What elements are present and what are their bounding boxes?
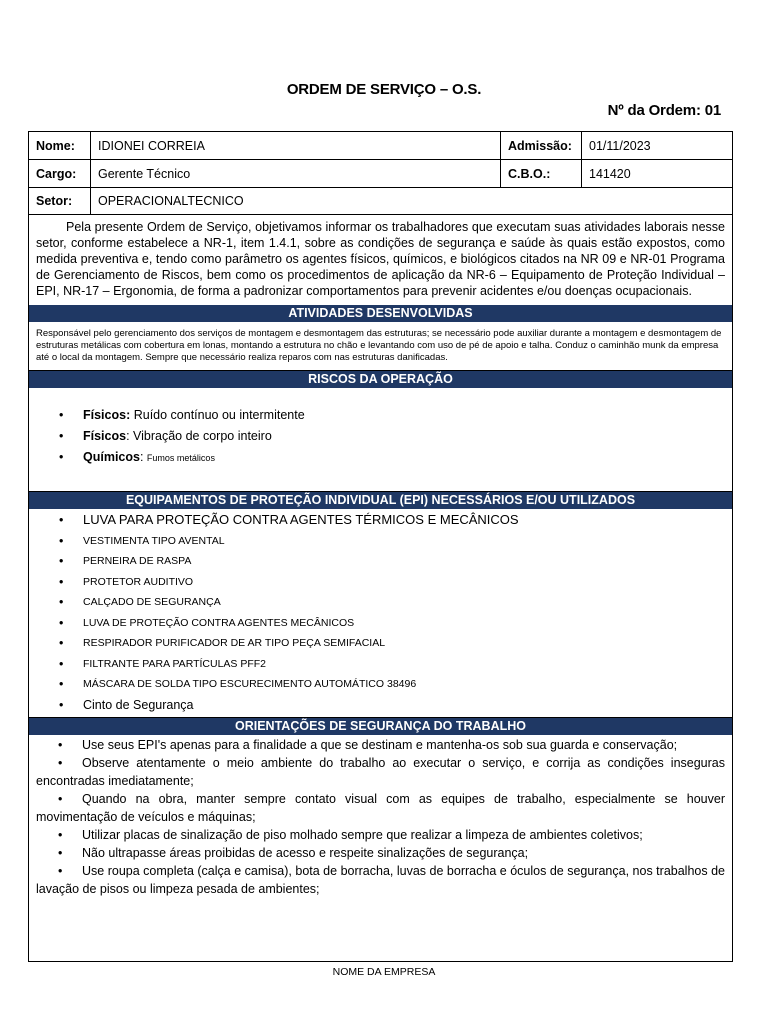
epi-item-text: LUVA PARA PROTEÇÃO CONTRA AGENTES TÉRMICOS E MECÂNICOS [83,512,519,527]
guidelines-header: ORIENTAÇÕES DE SEGURANÇA DO TRABALHO [29,718,732,735]
epi-item [29,592,732,613]
admission-label: Admissão: [501,132,582,159]
intro-paragraph: Pela presente Ordem de Serviço, objetivamos informar os trabalhadores que executam suas atividades laborais nesse setor, conforme estabelece a NR-1, item 1.4.1, sobre as condições de segurança e saúde às quais estão expostos, como medida preventiva e, tendo como parâmetro os agentes físicos, químicos, e biológicos citados na NR 09 e NR-01 Programa de Gerenciamento de Riscos, bem como os procedimentos de aplicação da NR-6 – Equipamento de Proteção Individual – EPI, NR-17 – Ergonomia, de forma a padronizar comportamentos para prevenir acidentes e/ou doenças ocupacionais. [36,220,725,298]
epi-item-text: FILTRANTE PARA PARTÍCULAS PFF2 [83,657,267,670]
risk-item [29,447,732,468]
risk-item [29,405,732,426]
service-order-form [28,131,733,962]
epi-item-text: PROTETOR AUDITIVO [83,575,194,588]
guidelines-section [29,735,732,898]
guideline-item [36,754,725,790]
epi-item-text: VESTIMENTA TIPO AVENTAL [83,534,225,547]
bullet-icon: • [59,429,64,443]
order-number: Nº da Ordem: 01 [607,102,721,119]
risk-type: Químicos [83,450,140,464]
sector-value: OPERACIONALTECNICO [98,194,244,208]
bullet-icon: • [58,756,63,770]
document-title: ORDEM DE SERVIÇO – O.S. [286,81,482,98]
activities-header: ATIVIDADES DESENVOLVIDAS [29,305,732,322]
bullet-icon: • [59,656,64,671]
risk-type: Físicos [83,429,127,443]
risks-header: RISCOS DA OPERAÇÃO [29,371,732,388]
risk-type: Físicos: [83,408,131,422]
epi-item-text: LUVA DE PROTEÇÃO CONTRA AGENTES MECÂNICOS [83,616,355,629]
sector-label: Setor: [29,188,91,214]
epi-item [29,695,732,716]
activities-text: Responsável pelo gerenciamento dos serviços de montagem e desmontagem das estruturas; se necessário pode auxiliar durante a montagem e desmontagem de estruturas metálicas com cobertura em lonas, montando a estrutura no chão e levantando com uso de pé de apoio e talha. Conduz o caminhão munk da empresa até o local da montagem. Sempre que necessário realiza reparos com nas estruturas danificadas. [29,322,732,371]
guideline-text: Observe atentamente o meio ambiente do trabalho ao executar o serviço, e corrija as condições inseguras encontradas imediatamente; [36,756,725,788]
cbo-value: 141420 [589,166,631,181]
role-label: Cargo: [29,160,91,187]
epi-item-text: PERNEIRA DE RASPA [83,555,192,567]
cbo-label: C.B.O.: [501,160,582,187]
epi-item [29,551,732,572]
guideline-text: Não ultrapasse áreas proibidas de acesso e respeite sinalizações de segurança; [82,846,529,860]
bullet-icon: • [59,677,64,691]
bullet-icon: • [59,408,64,422]
epi-item-text: MÁSCARA DE SOLDA TIPO ESCURECIMENTO AUTOMÁTICO 38496 [83,678,417,690]
name-value: IDIONEI CORREIA [91,132,501,159]
guideline-item [36,790,725,826]
guideline-text: Quando na obra, manter sempre contato visual com as equipes de trabalho, especialmente se houver movimentação de veículos e máquinas; [36,792,725,824]
bullet-icon: • [59,615,64,630]
epi-item [29,613,732,634]
guideline-item [36,844,725,862]
epi-item [29,572,732,593]
epi-item-text: Cinto de Segurança [83,697,194,712]
guideline-item [36,826,725,844]
epi-item-text: RESPIRADOR PURIFICADOR DE AR TIPO PEÇA SEMIFACIAL [83,637,386,649]
bullet-icon: • [59,697,64,712]
bullet-icon: • [59,513,64,527]
info-row-role [29,160,732,188]
guideline-text: Utilizar placas de sinalização de piso molhado sempre que realizar a limpeza de ambientes coletivos; [82,828,643,842]
guideline-item [36,736,725,754]
info-row-sector [29,188,732,215]
bullet-icon: • [58,846,63,860]
role-value: Gerente Técnico [91,160,501,187]
epi-item [29,633,732,654]
risks-list [29,405,732,468]
guideline-item [36,862,725,898]
guideline-text: Use roupa completa (calça e camisa), bota de borracha, luvas de borracha e óculos de segurança, nos trabalhos de lavação de pisos ou limpeza pesada de ambientes; [36,864,725,896]
guideline-text: Use seus EPI's apenas para a finalidade a que se destinam e mantenha-os sob sua guarda e conservação; [82,738,678,752]
bullet-icon: • [58,864,63,878]
risk-desc: : Vibração de corpo inteiro [126,429,272,443]
bullet-icon: • [59,574,64,589]
risk-item [29,426,732,447]
epi-section [29,509,732,718]
bullet-icon: • [59,533,64,548]
bullet-icon: • [58,828,63,842]
risk-agent: Fumos metálicos [146,453,215,463]
risk-desc: Ruído contínuo ou intermitente [130,408,305,422]
info-row-name [29,132,732,160]
epi-item [29,531,732,552]
epi-list [29,510,732,715]
epi-header: EQUIPAMENTOS DE PROTEÇÃO INDIVIDUAL (EPI) NECESSÁRIOS E/OU UTILIZADOS [29,492,732,509]
bullet-icon: • [59,595,64,609]
company-name-footer: NOME DA EMPRESA [332,966,436,978]
epi-item [29,510,732,531]
bullet-icon: • [59,554,64,568]
bullet-icon: • [59,636,64,650]
bullet-icon: • [59,450,64,464]
risks-section [29,388,732,492]
risk-desc: : [139,450,147,464]
admission-value: 01/11/2023 [589,138,651,153]
epi-item [29,674,732,695]
name-label: Nome: [29,132,91,159]
epi-item [29,654,732,675]
bullet-icon: • [58,792,63,806]
bullet-icon: • [58,738,63,752]
epi-item-text: CALÇADO DE SEGURANÇA [83,596,221,608]
